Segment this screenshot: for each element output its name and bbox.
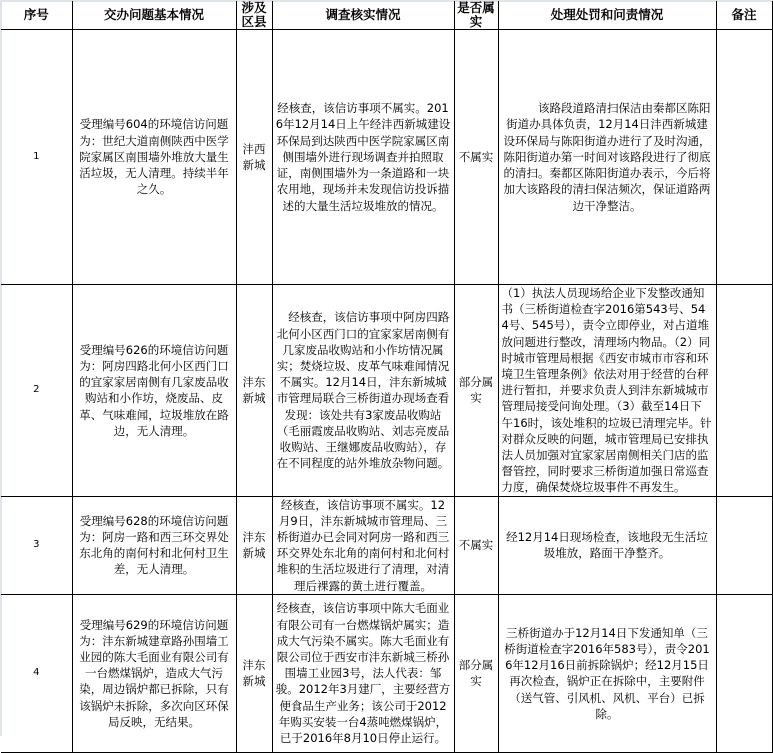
table-header-row (1, 1, 772, 30)
cell-district: 沣西新城 (236, 30, 272, 285)
cell-district: 沣东新城 (236, 594, 272, 752)
cell-verified: 部分属实 (454, 285, 498, 497)
header-investigation: 调查核实情况 (272, 1, 454, 30)
cell-handling (498, 30, 716, 285)
header-verified: 是否属实 (454, 1, 498, 30)
cell-issue: 受理编号628的环境信访问题为：阿房一路和西三环交界处东北角的南何村和北何村卫生差，无人清理。 (72, 496, 236, 594)
cell-district: 沣东新城 (236, 285, 272, 497)
cell-verified: 部分属实 (454, 594, 498, 752)
cell-handling: 经12月14日现场检查，该地段无生活垃圾堆放，路面干净整齐。 (498, 496, 716, 594)
cell-issue: 受理编号626的环境信访问题为：阿房四路北何小区西门口的宜家家居南侧有几家废品收购站和小作坊，烧废品、皮革、气味难闻，垃圾堆放在路边，无人清理。 (72, 285, 236, 497)
header-handling: 处理处罚和问责情况 (498, 1, 716, 30)
cell-seq: 3 (1, 496, 72, 594)
header-district: 涉及区县 (236, 1, 272, 30)
cell-investigation (272, 285, 454, 497)
header-remarks: 备注 (716, 1, 772, 30)
petition-handling-table (1, 1, 773, 753)
header-seq: 序号 (1, 1, 72, 30)
cell-remarks (716, 285, 772, 497)
cell-verified: 不属实 (454, 30, 498, 285)
cell-issue: 受理编号604的环境信访问题为：世纪大道南侧陕西中医学院家属区南围墙外堆放大量生活垃圾，无人清理。持续半年之久。 (72, 30, 236, 285)
cell-verified: 不属实 (454, 496, 498, 594)
table-row (1, 496, 772, 594)
table-row (1, 594, 772, 752)
header-issue: 交办问题基本情况 (72, 1, 236, 30)
cell-seq: 4 (1, 594, 72, 752)
cell-investigation: 经核查，该信访事项不属实。2016年12月14日上午经沣西新城建设环保局到达陕西中医学院家属区南侧围墙外进行现场调查并拍照取证，南侧围墙外为一条道路和一块农用地，现场并未发现信访投诉描述的大量生活垃圾堆放的情况。 (272, 30, 454, 285)
cell-handling: 三桥街道办于12月14日下发通知单（三桥街道检查字2016年583号），责令2016年12月16日前拆除锅炉；经12月15日再次检查，锅炉正在拆除中，主要附件（送气管、引风机、风机、平台）已拆除。 (498, 594, 716, 752)
cell-seq: 2 (1, 285, 72, 497)
cell-remarks (716, 594, 772, 752)
cell-seq: 1 (1, 30, 72, 285)
cell-handling: （1）执法人员现场给企业下发整改通知书（三桥街道检查字2016第543号、544号、545号），责令立即停业，对占道堆放问题进行整改，清理场内物品。（2）同时城市管理局根据《西安市城市市容和环境卫生管理条例》依法对用于经营的台秤进行暂扣，并要求负责人到沣东新城城市管理局接受问询处理。（3）截至14日下午16时，该处堆积的垃圾已清理完毕。针对群众反映的问题，城市管理局已安排执法人员加强对宜家家居南侧相关门店的监督管控，同时要求三桥街道加强日常巡查力度，确保焚烧垃圾事件不再发生。 (498, 285, 716, 497)
cell-issue: 受理编号629的环境信访问题为：沣东新城建章路孙围墙工业园的陈大毛面业有限公司有一台燃煤锅炉，造成大气污染，周边锅炉都已拆除，只有该锅炉未拆除，多次向区环保局反映，无结果。 (72, 594, 236, 752)
table-row (1, 285, 772, 497)
cell-investigation: 经核查，该信访事项中陈大毛面业有限公司有一台燃煤锅炉属实；造成大气污染不属实。陈大毛面业有限公司位于西安市沣东新城三桥孙围墙工业园3号，法人代表：邹骏。2012年3月建厂，主要经营方便食品生产业务；该公司于2012年购买安装一台4蒸吨燃煤锅炉，已于2016年8月10日停止运行。 (272, 594, 454, 752)
handling-text: 该路段道路清扫保洁由秦都区陈阳街道办具体负责，12月14日沣西新城建设环保局与陈阳街道办进行了及时沟通，陈阳街道办第一时间对该路段进行了彻底的清扫。秦都区陈阳街道办表示，今后将加大该路段的清扫保洁频次，保证道路两边干净整洁。 (503, 101, 711, 213)
cell-investigation: 经核查，该信访事项不属实。12月9日，沣东新城城市管理局、三桥街道办已会同对阿房一路和西三环交界处东北角的南何村和北何村堆积的生活垃圾进行了清理，对清理后裸露的黄土进行覆盖。 (272, 496, 454, 594)
cell-district: 沣东新城 (236, 496, 272, 594)
investigation-text: 经核查，该信访事项中阿房四路北何小区西门口的宜家家居南侧有几家废品收购站和小作坊情况属实；焚烧垃圾、皮革气味难闻情况不属实。12月14日，沣东新城城市管理局联合三桥街道办现场查看发现：该处共有3家废品收购站（毛丽霞废品收购站、刘志亮废品收购站、王继娜废品收购站），存在不同程度的站外堆放杂物问题。 (276, 310, 450, 471)
cell-remarks (716, 30, 772, 285)
cell-remarks (716, 496, 772, 594)
table-row (1, 30, 772, 285)
